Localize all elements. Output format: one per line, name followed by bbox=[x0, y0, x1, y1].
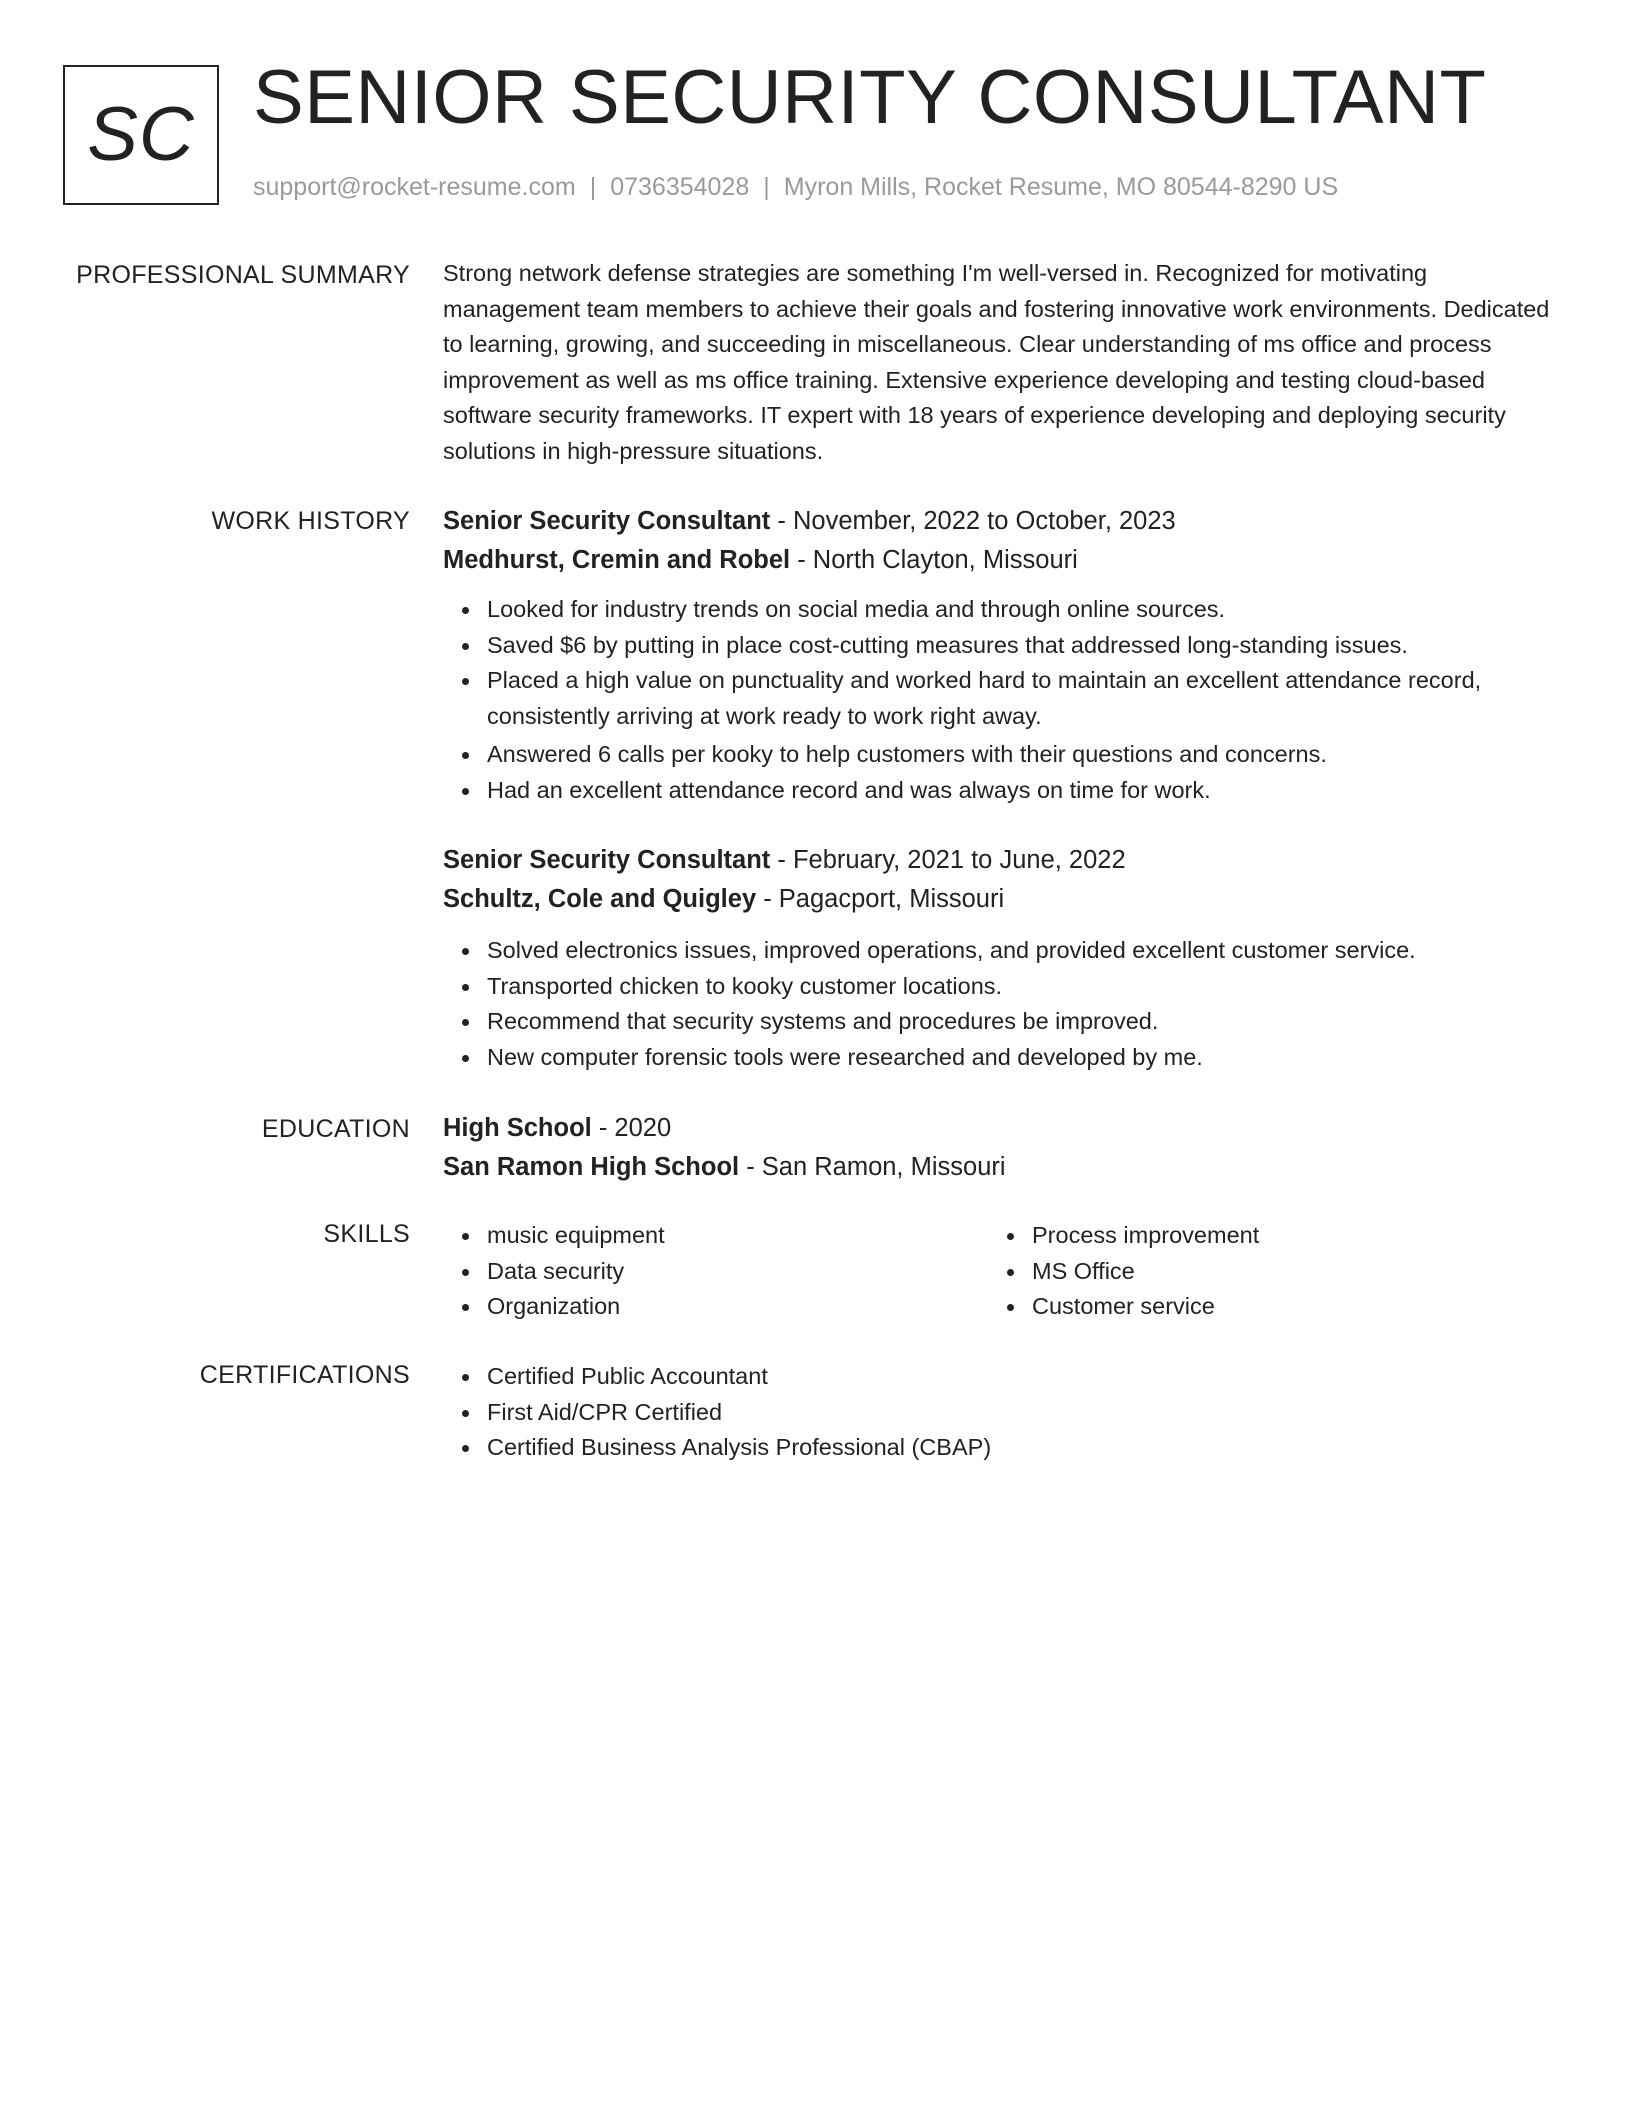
education-school: San Ramon High School bbox=[443, 1153, 740, 1181]
job-bullet-list bbox=[443, 592, 1553, 808]
work-entry bbox=[443, 841, 1553, 1075]
list-item: Data security bbox=[487, 1254, 988, 1290]
education-year: - 2020 bbox=[591, 1114, 672, 1142]
list-item: Transported chicken to kooky customer locations. bbox=[487, 969, 1553, 1005]
summary-section bbox=[443, 256, 1553, 469]
education-location: - San Ramon, Missouri bbox=[739, 1153, 1006, 1181]
job-location: - North Clayton, Missouri bbox=[790, 546, 1078, 574]
job-company-line bbox=[443, 880, 1553, 919]
list-item: Had an excellent attendance record and was always on time for work. bbox=[487, 773, 1553, 809]
resume-title: SENIOR SECURITY CONSULTANT bbox=[253, 55, 1487, 140]
education-school-line bbox=[443, 1148, 1553, 1187]
monogram-badge bbox=[63, 65, 219, 205]
job-dates: - February, 2021 to June, 2022 bbox=[770, 846, 1126, 874]
contact-phone[interactable]: 0736354028 bbox=[610, 173, 750, 201]
contact-separator: | bbox=[763, 173, 770, 201]
work-entry bbox=[443, 502, 1553, 808]
list-item: music equipment bbox=[487, 1218, 988, 1254]
skills-list-left bbox=[443, 1218, 988, 1325]
list-item: Answered 6 calls per kooky to help customers with their questions and concerns. bbox=[487, 737, 1553, 773]
section-label-summary: PROFESSIONAL SUMMARY bbox=[76, 261, 410, 289]
contact-separator: | bbox=[589, 173, 597, 201]
job-company: Schultz, Cole and Quigley bbox=[443, 885, 757, 913]
section-label-education: EDUCATION bbox=[261, 1115, 410, 1143]
job-company: Medhurst, Cremin and Robel bbox=[443, 546, 791, 574]
section-label-skills: SKILLS bbox=[323, 1220, 410, 1248]
list-item: Organization bbox=[487, 1289, 988, 1325]
contact-address: Myron Mills, Rocket Resume, MO 80544-8290 US bbox=[783, 173, 1339, 201]
list-item: MS Office bbox=[1032, 1254, 1533, 1290]
list-item: Placed a high value on punctuality and worked hard to maintain an excellent attendance record, consistently arriving at work ready to work right away. bbox=[487, 663, 1553, 734]
list-item: Saved $6 by putting in place cost-cutting measures that addressed long-standing issues. bbox=[487, 628, 1553, 664]
job-dates: - November, 2022 to October, 2023 bbox=[770, 507, 1176, 535]
section-label-certifications: CERTIFICATIONS bbox=[199, 1361, 410, 1389]
list-item: Customer service bbox=[1032, 1289, 1533, 1325]
contact-line bbox=[253, 175, 1338, 200]
certifications-list bbox=[443, 1359, 1553, 1466]
job-role: Senior Security Consultant bbox=[443, 507, 771, 535]
education-entry bbox=[443, 1109, 1553, 1187]
education-degree: High School bbox=[443, 1114, 592, 1142]
education-degree-line bbox=[443, 1109, 1553, 1148]
job-bullet-list bbox=[443, 933, 1553, 1075]
monogram-initials: SC bbox=[87, 92, 195, 177]
list-item: Looked for industry trends on social media and through online sources. bbox=[487, 592, 1553, 628]
list-item: First Aid/CPR Certified bbox=[487, 1395, 1553, 1431]
skills-section bbox=[443, 1218, 1553, 1325]
job-company-line bbox=[443, 541, 1553, 580]
summary-text: Strong network defense strategies are something I'm well-versed in. Recognized for motivating management team members to achieve their goals and fostering innovative work environments. Dedicated to learning, growing, and succeeding in miscellaneous. Clear understanding of ms office and process improvement as well as ms office training. Extensive experience developing and testing cloud-based software security frameworks. IT expert with 18 years of experience developing and deploying security solutions in high-pressure situations. bbox=[443, 260, 1550, 464]
list-item: Process improvement bbox=[1032, 1218, 1533, 1254]
section-label-work-history: WORK HISTORY bbox=[211, 507, 410, 535]
job-role: Senior Security Consultant bbox=[443, 846, 771, 874]
skills-grid bbox=[443, 1218, 1553, 1325]
list-item: Recommend that security systems and procedures be improved. bbox=[487, 1004, 1553, 1040]
list-item: Certified Public Accountant bbox=[487, 1359, 1553, 1395]
list-item: Certified Business Analysis Professional (CBAP) bbox=[487, 1430, 1553, 1466]
contact-email[interactable]: support@rocket-resume.com bbox=[253, 173, 576, 201]
list-item: Solved electronics issues, improved operations, and provided excellent customer service. bbox=[487, 933, 1553, 969]
job-title-line bbox=[443, 841, 1553, 880]
job-title-line bbox=[443, 502, 1553, 541]
skills-list-right bbox=[988, 1218, 1533, 1325]
list-item: New computer forensic tools were researched and developed by me. bbox=[487, 1040, 1553, 1076]
certifications-section bbox=[443, 1359, 1553, 1466]
job-location: - Pagacport, Missouri bbox=[756, 885, 1005, 913]
